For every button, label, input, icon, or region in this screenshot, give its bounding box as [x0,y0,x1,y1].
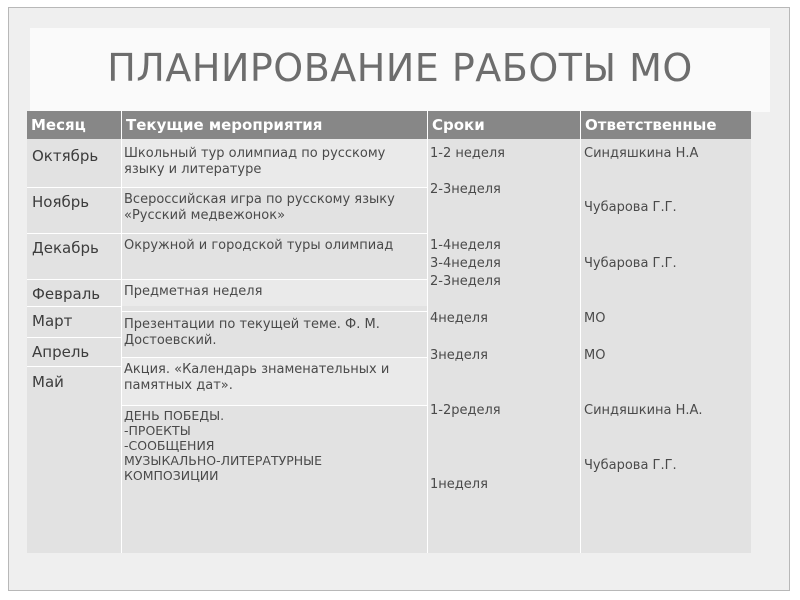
month-cell: Ноябрь [32,193,90,211]
responsible-entry: Чубарова Г.Г. [584,256,677,271]
row-divider [27,187,427,188]
event-cell: Предметная неделя [124,284,263,299]
term-entry: 3неделя [430,348,488,363]
row-divider [27,279,427,280]
column-divider [121,111,122,553]
responsible-entry: Чубарова Г.Г. [584,200,677,215]
event-cell: Акция. «Календарь знаменательных и памятных дат». [124,362,390,393]
responsible-entry: Синдяшкина Н.А [584,146,699,161]
responsible-entry: МО [584,311,606,326]
month-cell: Март [32,312,73,330]
month-cell: Апрель [32,343,90,361]
page-title: ПЛАНИРОВАНИЕ РАБОТЫ МО [107,46,693,90]
term-entry: 1-4неделя [430,238,501,253]
column-divider [580,111,581,553]
header-terms: Сроки [428,111,580,139]
term-entry: 4неделя [430,311,488,326]
row-divider [27,337,121,338]
row-divider [27,306,121,307]
term-entry: 1-2ределя [430,403,501,418]
event-cell: Презентации по текущей теме. Ф. М. Достоевский. [124,317,380,348]
row-divider [122,405,427,406]
term-entry: 1неделя [430,477,488,492]
header-responsible: Ответственные [581,111,751,139]
term-entry: 2-3неделя [430,182,501,197]
responsible-entry: Синдяшкина Н.А. [584,403,703,418]
column-divider [427,111,428,553]
term-entry: 3-4неделя [430,256,501,271]
event-cell: Всероссийская игра по русскому языку «Русский медвежонок» [124,192,395,223]
responsible-entry: МО [584,348,606,363]
row-divider [122,311,427,312]
term-entry: 1-2 неделя [430,146,505,161]
responsible-entry: Чубарова Г.Г. [584,458,677,473]
month-cell: Февраль [32,285,101,303]
month-cell: Октябрь [32,147,99,165]
row-divider [27,233,427,234]
event-cell: ДЕНЬ ПОБЕДЫ. -ПРОЕКТЫ -СООБЩЕНИЯ МУЗЫКАЛЬНО-ЛИТЕРАТУРНЫЕ КОМПОЗИЦИИ [124,408,323,483]
row-divider [27,366,121,367]
header-month: Месяц [27,111,121,139]
month-cell: Май [32,373,64,391]
event-cell: Окружной и городской туры олимпиад [124,238,394,253]
term-entry: 2-3неделя [430,274,501,289]
month-cell: Декабрь [32,239,99,257]
row-divider [122,357,427,358]
header-events: Текущие мероприятия [122,111,427,139]
event-cell: Школьный тур олимпиад по русскому языку и литературе [124,146,386,177]
